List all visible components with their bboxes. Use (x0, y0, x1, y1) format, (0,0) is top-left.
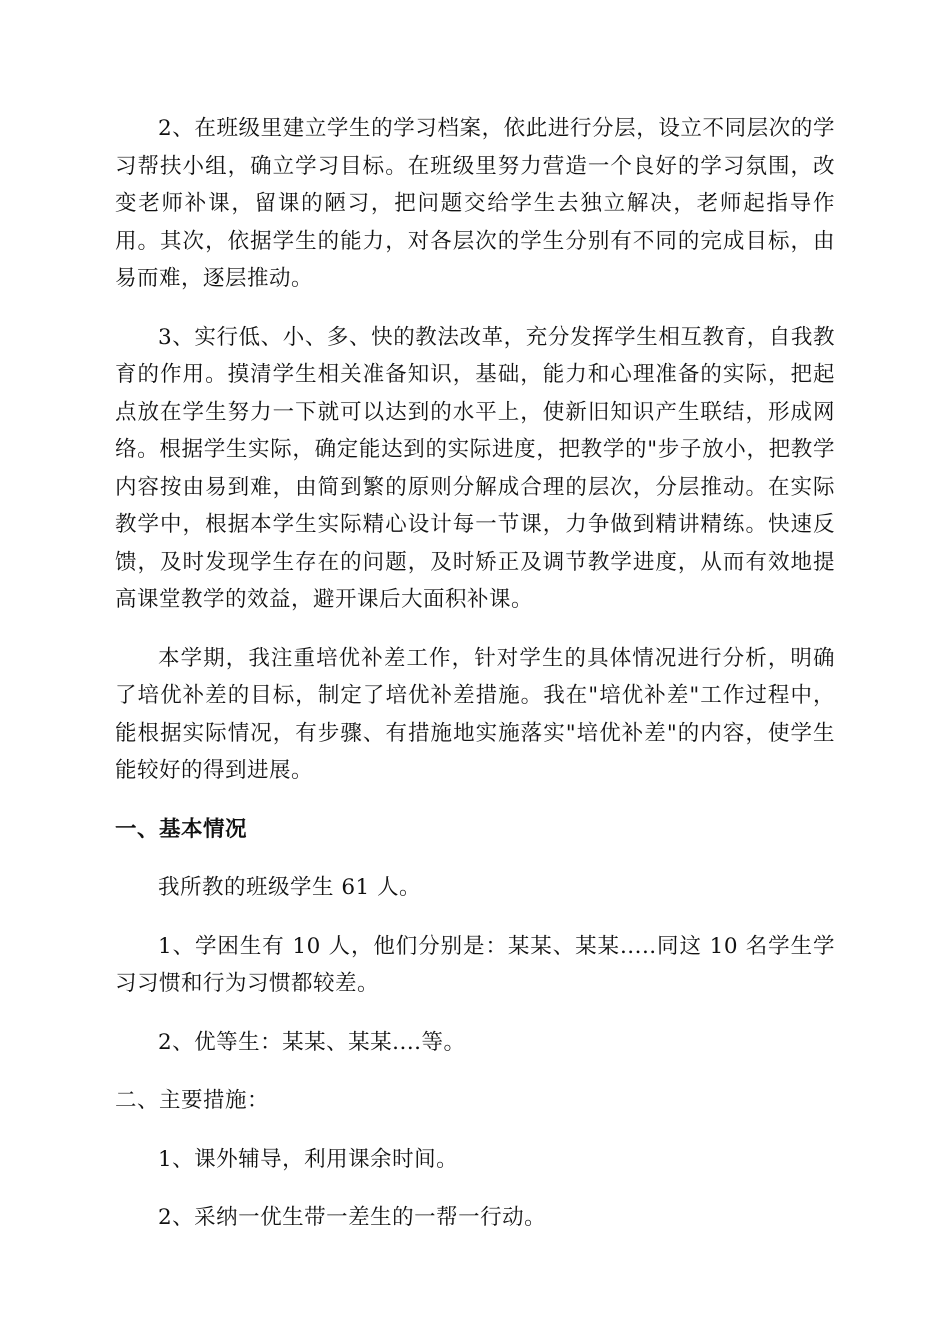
section-heading-basic-situation: 一、基本情况 (115, 816, 248, 842)
paragraph-layered-groups: 2、在班级里建立学生的学习档案，依此进行分层，设立不同层次的学习帮扶小组，确立学习目标。在班级里努力营造一个良好的学习氛围，改变老师补课，留课的陋习，把问题交给学生去独立解决，老师起指导作用。其次，依据学生的能力，对各层次的学生分别有不同的完成目标，由易而难，逐层推动。 (115, 116, 835, 291)
measure-item-1: 1、课外辅导，利用课余时间。 (158, 1146, 459, 1172)
paragraph-teaching-reform: 3、实行低、小、多、快的教法改革，充分发挥学生相互教育，自我教育的作用。摸清学生相关准备知识，基础，能力和心理准备的实际，把起点放在学生努力一下就可以达到的水平上，使新旧知识产生联结，形成网络。根据学生实际，确定能达到的实际进度，把教学的"步子放小，把教学内容按由易到难，由简到繁的原则分解成合理的层次，分层推动。在实际教学中，根据本学生实际精心设计每一节课，力争做到精讲精练。快速反馈，及时发现学生存在的问题，及时矫正及调节教学进度，从而有效地提高课堂教学的效益，避开课后大面积补课。 (115, 324, 835, 612)
class-size-line: 我所教的班级学生 61 人。 (158, 875, 422, 900)
paragraph-semester-summary: 本学期，我注重培优补差工作，针对学生的具体情况进行分析，明确了培优补差的目标，制定了培优补差措施。我在"培优补差"工作过程中，能根据实际情况，有步骤、有措施地实施落实"培优补差"的内容，使学生能较好的得到进展。 (115, 645, 835, 783)
document-page (115, 110, 835, 1258)
measure-item-2: 2、采纳一优生带一差生的一帮一行动。 (158, 1205, 547, 1230)
struggling-students-line: 1、学困生有 10 人，他们分别是：某某、某某.....同这 10 名学生学习习惯和行为习惯都较差。 (115, 933, 835, 996)
section-heading-main-measures: 二、主要措施： (115, 1088, 270, 1113)
top-students-line: 2、优等生：某某、某某....等。 (158, 1029, 466, 1055)
